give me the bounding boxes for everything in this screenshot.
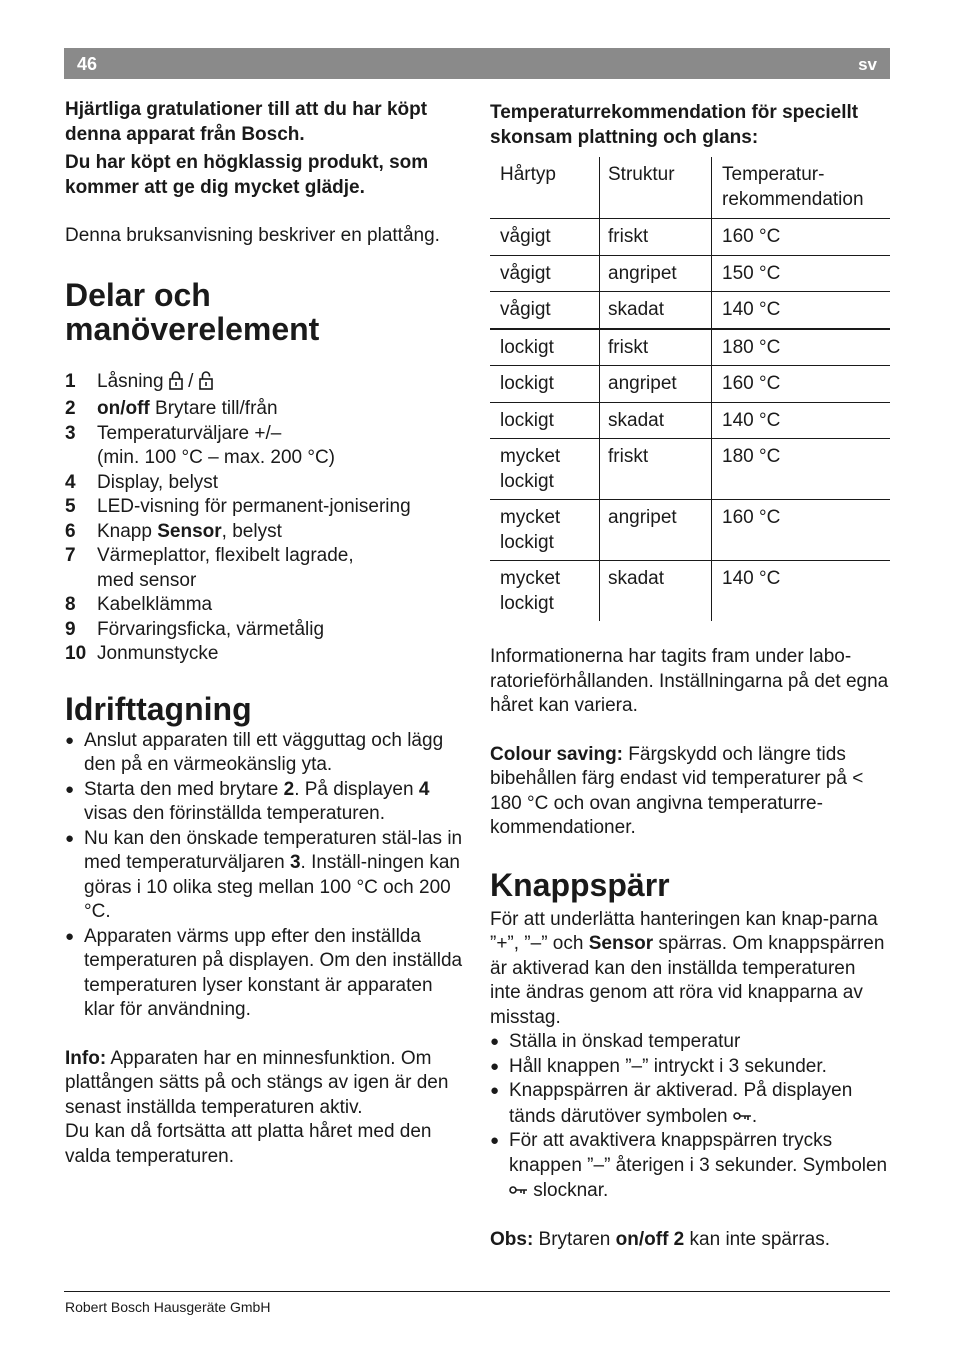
parts-item-label: , belyst — [221, 520, 282, 542]
parts-item — [65, 397, 465, 422]
parts-item — [65, 618, 465, 643]
parts-item-number: 4 — [65, 471, 76, 493]
parts-list — [65, 370, 465, 667]
table-cell: angripet — [600, 255, 712, 292]
keylock-heading: Knappspärr — [490, 866, 670, 903]
parts-item-label-2: (min. 100 °C – max. 200 °C) — [97, 447, 336, 468]
table-cell: 180 °C — [712, 439, 891, 500]
right-column — [490, 101, 890, 1252]
parts-item — [65, 544, 465, 593]
parts-item-number: 6 — [65, 520, 76, 542]
table-cell: angripet — [600, 500, 712, 561]
keylock-steps — [490, 1030, 890, 1204]
table-row — [490, 439, 890, 500]
table-cell: angripet — [600, 366, 712, 403]
info-paragraph-2: Du kan då fortsätta att platta håret med den valda temperaturen. — [65, 1121, 432, 1167]
table-cell: skadat — [600, 402, 712, 439]
table-cell: 140 °C — [712, 402, 891, 439]
parts-item-label-2: med sensor — [97, 569, 197, 591]
list-item: ● Håll knappen ”–” intryckt i 3 sekunder. — [490, 1055, 890, 1080]
key-icon — [509, 1178, 528, 1203]
parts-item-number: 3 — [65, 422, 76, 444]
table-row — [490, 500, 890, 561]
table-header-row — [490, 157, 890, 219]
parts-item-label: Kabelklämma — [97, 594, 213, 615]
parts-item-label: LED-visning för permanent-jonisering — [97, 496, 411, 517]
table-cell: mycket lockigt — [500, 568, 561, 614]
table-row — [490, 402, 890, 439]
list-item: ● Starta den med brytare 2. På displayen 4 visas den förinställda temperaturen. — [65, 778, 465, 827]
parts-heading: Delar och manöverelement — [65, 276, 320, 347]
parts-item-number: 1 — [65, 370, 76, 392]
parts-item-label: Temperaturväljare +/– — [97, 422, 282, 444]
parts-item-label: Jonmunstycke — [97, 643, 219, 664]
intro-description: Denna bruksanvisning beskriver en plattång. — [65, 225, 440, 246]
keylock-intro: För att underlätta hanteringen kan knap-parna ”+”, ”–” och Sensor spärras. Om knappspärren är aktiverad kan den inställda temperaturen inte ändras genom att röra vid knapparna av misstag. — [490, 908, 885, 1028]
parts-item-label: Display, belyst — [97, 471, 219, 493]
parts-item: 1 Låsning / — [65, 370, 465, 398]
lock-closed-icon — [169, 370, 183, 398]
table-row — [490, 329, 890, 366]
language-code: sv — [858, 55, 877, 74]
parts-item-bold: on/off — [97, 398, 150, 419]
table-cell: skadat — [600, 561, 712, 622]
key-icon — [733, 1104, 752, 1129]
temp-table-title: Temperaturrekommendation för speciellt skonsam plattning och glans: — [490, 102, 859, 148]
parts-item-number: 8 — [65, 594, 76, 615]
colour-saving-paragraph: Colour saving: Färgskydd och längre tids bibehållen färg endast vid temperaturer på < 180 °C och ovan angivna temperaturre-kommendationer. — [490, 743, 864, 838]
obs-label: Obs: — [490, 1228, 534, 1250]
temperature-table — [490, 157, 890, 621]
lab-note: Informationerna har tagits fram under labo-ratorieförhållanden. Inställningarna på det egna håret kan variera. — [490, 646, 889, 716]
footer-company: Robert Bosch Hausgeräte GmbH — [65, 1299, 271, 1315]
table-cell: lockigt — [490, 402, 600, 439]
parts-item-number: 7 — [65, 545, 76, 566]
startup-heading: Idrifttagning — [65, 690, 252, 727]
parts-item-number: 5 — [65, 496, 76, 517]
congrats-text-1: Hjärtliga gratulationer till att du har köpt denna apparat från Bosch. — [65, 99, 428, 145]
table-cell: friskt — [600, 329, 712, 366]
table-cell: 140 °C — [712, 561, 891, 622]
table-row — [490, 219, 890, 256]
info-paragraph: Info: Apparaten har en minnesfunktion. Om plattången sätts på och stängs av igen är den senast inställda temperaturen aktiv. — [65, 1047, 449, 1118]
table-row — [490, 255, 890, 292]
parts-item-number: 2 — [65, 398, 76, 419]
table-cell: 140 °C — [712, 292, 891, 329]
table-cell: friskt — [600, 219, 712, 256]
list-item: ● Knappspärren är aktiverad. På displayen tänds därutöver symbolen . — [490, 1079, 890, 1129]
footer-divider — [64, 1291, 890, 1292]
table-cell: lockigt — [490, 366, 600, 403]
parts-item-pre: Knapp — [97, 520, 158, 542]
left-column — [65, 98, 465, 1169]
parts-item — [65, 642, 465, 667]
parts-item-label: Förvaringsficka, värmetålig — [97, 618, 325, 640]
parts-item — [65, 593, 465, 618]
list-item: ● Ställa in önskad temperatur — [490, 1030, 890, 1055]
page-number: 46 — [77, 54, 98, 74]
parts-item — [65, 520, 465, 545]
parts-item-number: 9 — [65, 618, 76, 640]
table-cell: vågigt — [490, 255, 600, 292]
table-cell: mycket lockigt — [490, 500, 600, 561]
table-cell: 160 °C — [712, 366, 891, 403]
startup-steps — [65, 729, 465, 1023]
table-cell: 150 °C — [712, 255, 891, 292]
obs-paragraph: Obs: Brytaren on/off 2 kan inte spärras. — [490, 1228, 831, 1250]
parts-item-label: Brytare till/från — [149, 398, 278, 419]
table-header-cell: Temperatur-rekommendation — [712, 157, 891, 219]
table-cell: 160 °C — [712, 500, 891, 561]
parts-item — [65, 422, 465, 471]
table-header-cell: Struktur — [600, 157, 712, 219]
table-cell: 160 °C — [712, 219, 891, 256]
table-cell: skadat — [600, 292, 712, 329]
parts-item-bold: Sensor — [157, 520, 222, 542]
table-row — [490, 561, 890, 622]
list-item: ● Apparaten värms upp efter den inställda temperaturen på displayen. Om den inställda temperaturen lyser konstant är apparaten klar för användning. — [65, 925, 465, 1023]
table-cell: vågigt — [490, 292, 600, 329]
parts-item — [65, 495, 465, 520]
table-cell: mycket lockigt — [490, 439, 600, 500]
parts-item-number: 10 — [65, 643, 87, 664]
table-cell: lockigt — [490, 329, 600, 366]
table-cell: 180 °C — [712, 329, 891, 366]
table-cell: vågigt — [490, 219, 600, 256]
page-header-bar — [64, 48, 890, 79]
table-row — [490, 292, 890, 329]
table-header-cell: Hårtyp — [490, 157, 600, 219]
parts-item — [65, 471, 465, 496]
info-label: Info: — [65, 1047, 107, 1069]
list-item: ● Anslut apparaten till ett vägguttag och lägg den på en värmeokänslig yta. — [65, 729, 465, 778]
parts-item-label: Värmeplattor, flexibelt lagrade, — [97, 545, 354, 566]
table-row — [490, 366, 890, 403]
table-cell: friskt — [600, 439, 712, 500]
parts-item-label: Låsning — [97, 370, 164, 392]
congrats-text-2: Du har köpt en högklassig produkt, som kommer att ge dig mycket glädje. — [65, 152, 429, 198]
colour-saving-label: Colour saving: — [490, 743, 624, 765]
list-item: ● Nu kan den önskade temperaturen stäl-las in med temperaturväljaren 3. Inställ-ningen kan göras i 10 olika steg mellan 100 °C och 200 °C. — [65, 827, 465, 925]
lock-open-icon — [199, 370, 213, 398]
list-item: ● För att avaktivera knappspärren trycks knappen ”–” återigen i 3 sekunder. Symbolen slocknar. — [490, 1129, 890, 1204]
